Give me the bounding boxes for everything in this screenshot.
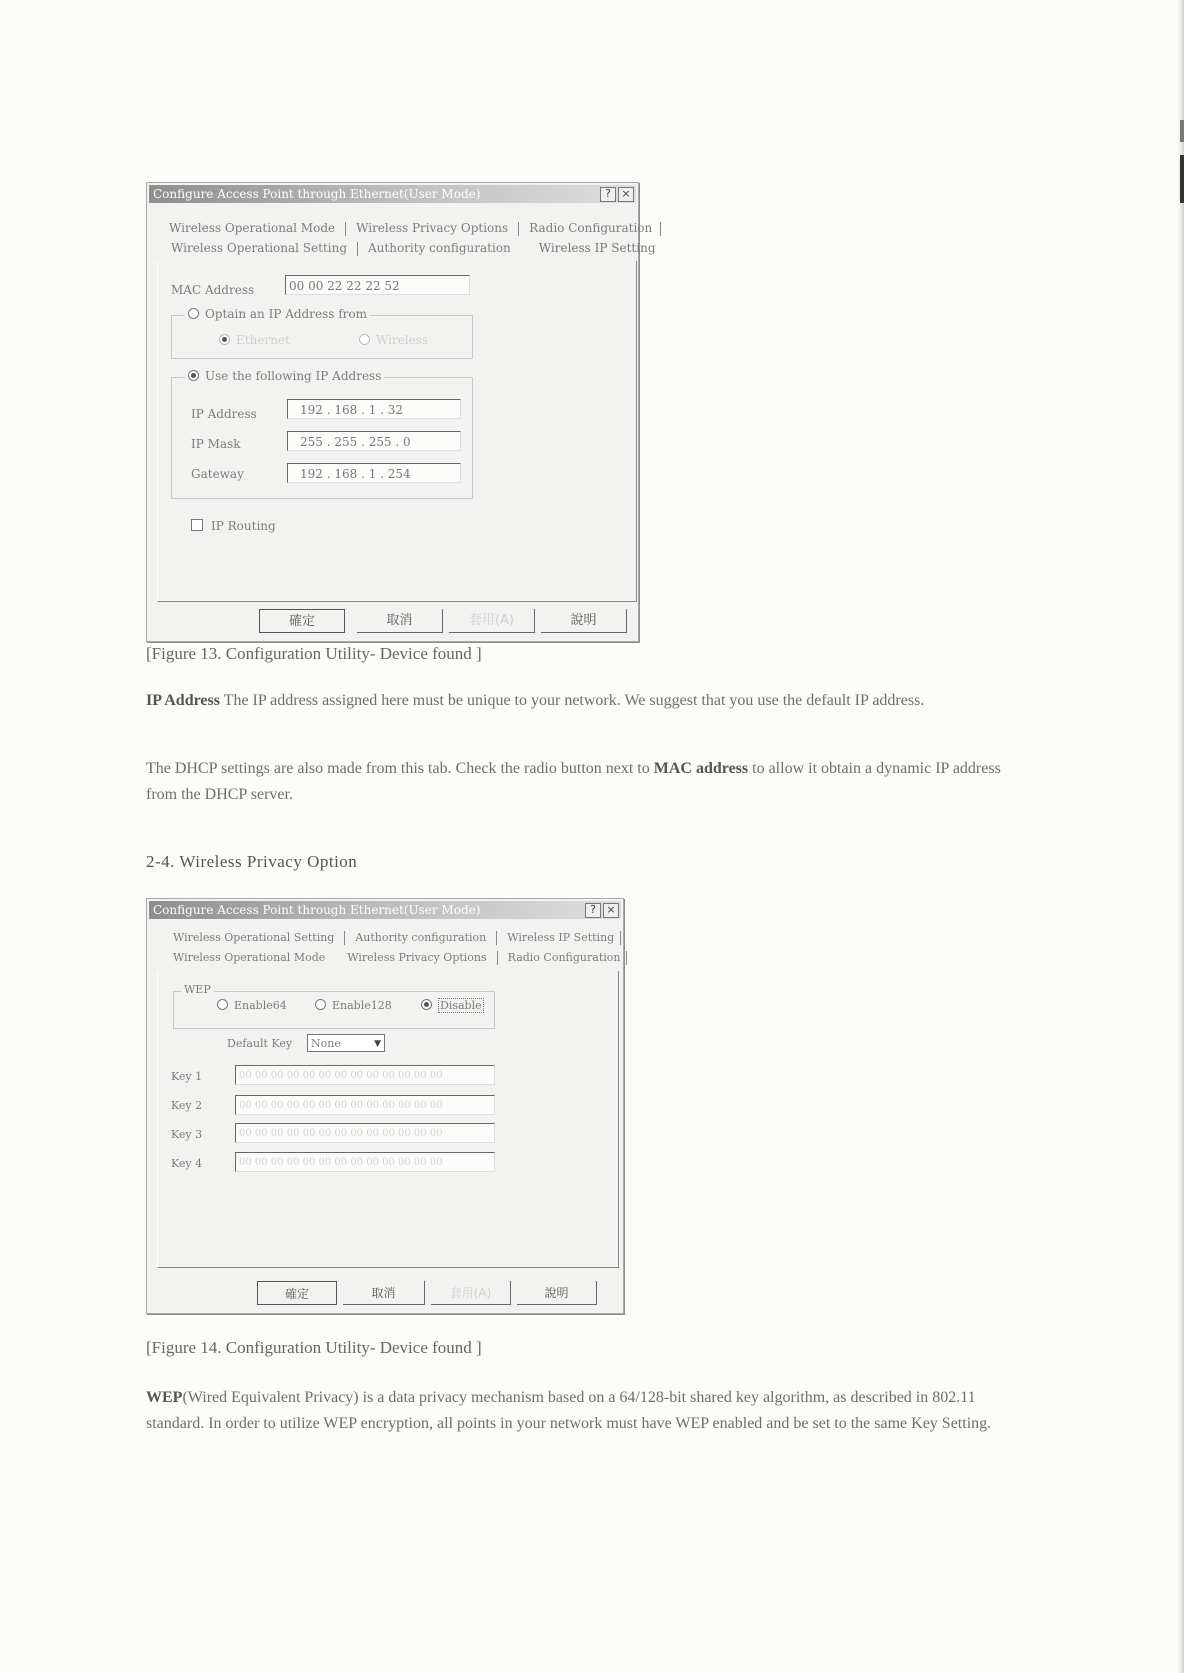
ip-address-field[interactable]: 192 . 168 . 1 . 32 — [287, 399, 461, 419]
enable64-label: Enable64 — [234, 999, 287, 1012]
radio-icon — [219, 334, 230, 345]
scan-mark — [1180, 155, 1184, 203]
tab-radio-configuration[interactable]: Radio Configuration — [529, 221, 653, 235]
help-button[interactable]: 說明 — [517, 1281, 597, 1305]
obtain-ip-option[interactable] — [185, 307, 370, 321]
figure14-caption: [Figure 14. Configuration Utility- Device found ] — [146, 1338, 482, 1357]
tab-row-front — [173, 951, 637, 965]
ip-address-text: The IP address assigned here must be unique to your network. We suggest that you use the default IP address. — [219, 692, 925, 709]
gateway-field[interactable]: 192 . 168 . 1 . 254 — [287, 463, 461, 483]
default-key-select[interactable] — [307, 1034, 385, 1052]
tab-row-back — [173, 931, 631, 945]
tab-wireless-privacy-options[interactable]: Wireless Privacy Options — [347, 951, 487, 964]
default-key-value: None — [311, 1037, 341, 1050]
tab-row-front — [171, 241, 656, 256]
cancel-button[interactable]: 取消 — [357, 609, 443, 633]
radio-icon — [421, 999, 432, 1010]
dialog-titlebar — [149, 185, 636, 203]
close-icon[interactable]: × — [603, 903, 619, 918]
obtain-ip-label: Optain an IP Address from — [205, 307, 367, 321]
dhcp-text-start: The DHCP settings are also made from this tab. Check the radio button next to — [146, 760, 654, 777]
key3-field[interactable]: 00 00 00 00 00 00 00 00 00 00 00 00 00 — [235, 1123, 495, 1143]
key1-label: Key 1 — [171, 1070, 203, 1083]
tab-wireless-operational-mode[interactable]: Wireless Operational Mode — [169, 221, 336, 235]
enable64-option[interactable] — [217, 999, 287, 1012]
gateway-label: Gateway — [191, 467, 244, 481]
dhcp-paragraph — [146, 756, 1006, 808]
close-icon[interactable]: × — [618, 187, 634, 202]
term-ip-address: IP Address — [146, 692, 220, 709]
key1-field[interactable]: 00 00 00 00 00 00 00 00 00 00 00 00 00 — [235, 1065, 495, 1085]
ip-mask-label: IP Mask — [191, 437, 241, 451]
wep-text: (Wired Equivalent Privacy) is a data privacy mechanism based on a 64/128-bit shared key algorithm, as described in 802.11 standard. In order to utilize WEP encryption, all points in your network must have WEP enabled and be set to the same Key Setting. — [146, 1389, 992, 1432]
wireless-option[interactable] — [359, 333, 428, 347]
ip-routing-checkbox[interactable] — [191, 519, 276, 533]
tab-wireless-operational-setting[interactable]: Wireless Operational Setting — [171, 241, 348, 255]
tab-authority-configuration[interactable]: Authority configuration — [355, 931, 487, 944]
term-mac-address: MAC address — [653, 760, 749, 777]
radio-icon — [359, 334, 370, 345]
chevron-down-icon: ▼ — [374, 1039, 381, 1049]
section-heading: 2-4. Wireless Privacy Option — [146, 852, 358, 871]
apply-button[interactable]: 套用(A) — [431, 1281, 511, 1305]
ethernet-option[interactable] — [219, 333, 290, 347]
cancel-button[interactable]: 取消 — [343, 1281, 425, 1305]
wep-label: WEP — [181, 983, 214, 996]
ethernet-label: Ethernet — [236, 333, 290, 347]
scan-edge — [1178, 0, 1184, 1673]
term-wep: WEP — [146, 1389, 183, 1406]
key3-label: Key 3 — [171, 1128, 203, 1141]
figure13-caption: [Figure 13. Configuration Utility- Device found ] — [146, 644, 482, 663]
tab-authority-configuration[interactable]: Authority configuration — [368, 241, 511, 255]
radio-icon — [188, 308, 199, 319]
enable128-label: Enable128 — [332, 999, 392, 1012]
radio-icon — [188, 370, 199, 381]
help-button[interactable]: 說明 — [541, 609, 627, 633]
key4-label: Key 4 — [171, 1157, 203, 1170]
tab-wireless-operational-setting[interactable]: Wireless Operational Setting — [173, 931, 335, 944]
ok-button[interactable]: 確定 — [259, 609, 345, 633]
checkbox-icon — [191, 519, 203, 531]
wep-paragraph — [146, 1385, 1006, 1437]
dialog-title: Configure Access Point through Ethernet(User Mode) — [153, 187, 481, 201]
enable128-option[interactable] — [315, 999, 392, 1012]
ip-mask-field[interactable]: 255 . 255 . 255 . 0 — [287, 431, 461, 451]
dhcp-text-end: to allow it obtain a dynamic IP address from the DHCP server. — [146, 760, 1001, 803]
mac-address-label: MAC Address — [171, 283, 255, 297]
help-icon[interactable]: ? — [585, 903, 601, 918]
key2-label: Key 2 — [171, 1099, 203, 1112]
dialog-title: Configure Access Point through Ethernet(User Mode) — [153, 903, 481, 917]
disable-option[interactable] — [421, 999, 484, 1012]
tab-wireless-operational-mode[interactable]: Wireless Operational Mode — [173, 951, 326, 964]
key4-field[interactable]: 00 00 00 00 00 00 00 00 00 00 00 00 00 — [235, 1152, 495, 1172]
tab-radio-configuration[interactable]: Radio Configuration — [507, 951, 621, 964]
help-icon[interactable]: ? — [600, 187, 616, 202]
default-key-label: Default Key — [227, 1037, 293, 1050]
wireless-label: Wireless — [376, 333, 429, 347]
figure13-dialog — [146, 182, 656, 642]
mac-address-field[interactable]: 00 00 22 22 22 52 — [285, 275, 470, 295]
ip-address-label: IP Address — [191, 407, 257, 421]
key2-field[interactable]: 00 00 00 00 00 00 00 00 00 00 00 00 00 — [235, 1095, 495, 1115]
tab-row-back — [169, 221, 671, 236]
ip-address-paragraph — [146, 688, 1006, 714]
figure14-dialog — [146, 898, 624, 1314]
ok-button[interactable]: 確定 — [257, 1281, 337, 1305]
ip-routing-label: IP Routing — [211, 519, 276, 533]
use-following-ip-option[interactable] — [185, 369, 384, 383]
tab-wireless-ip-setting[interactable]: Wireless IP Setting — [507, 931, 615, 944]
use-following-ip-label: Use the following IP Address — [205, 369, 382, 383]
scan-mark — [1180, 120, 1184, 142]
radio-icon — [315, 999, 326, 1010]
tab-wireless-ip-setting[interactable]: Wireless IP Setting — [538, 241, 656, 255]
dialog-titlebar — [149, 901, 621, 919]
tab-wireless-privacy-options[interactable]: Wireless Privacy Options — [356, 221, 509, 235]
apply-button[interactable]: 套用(A) — [449, 609, 535, 633]
disable-label: Disable — [440, 999, 482, 1012]
radio-icon — [217, 999, 228, 1010]
